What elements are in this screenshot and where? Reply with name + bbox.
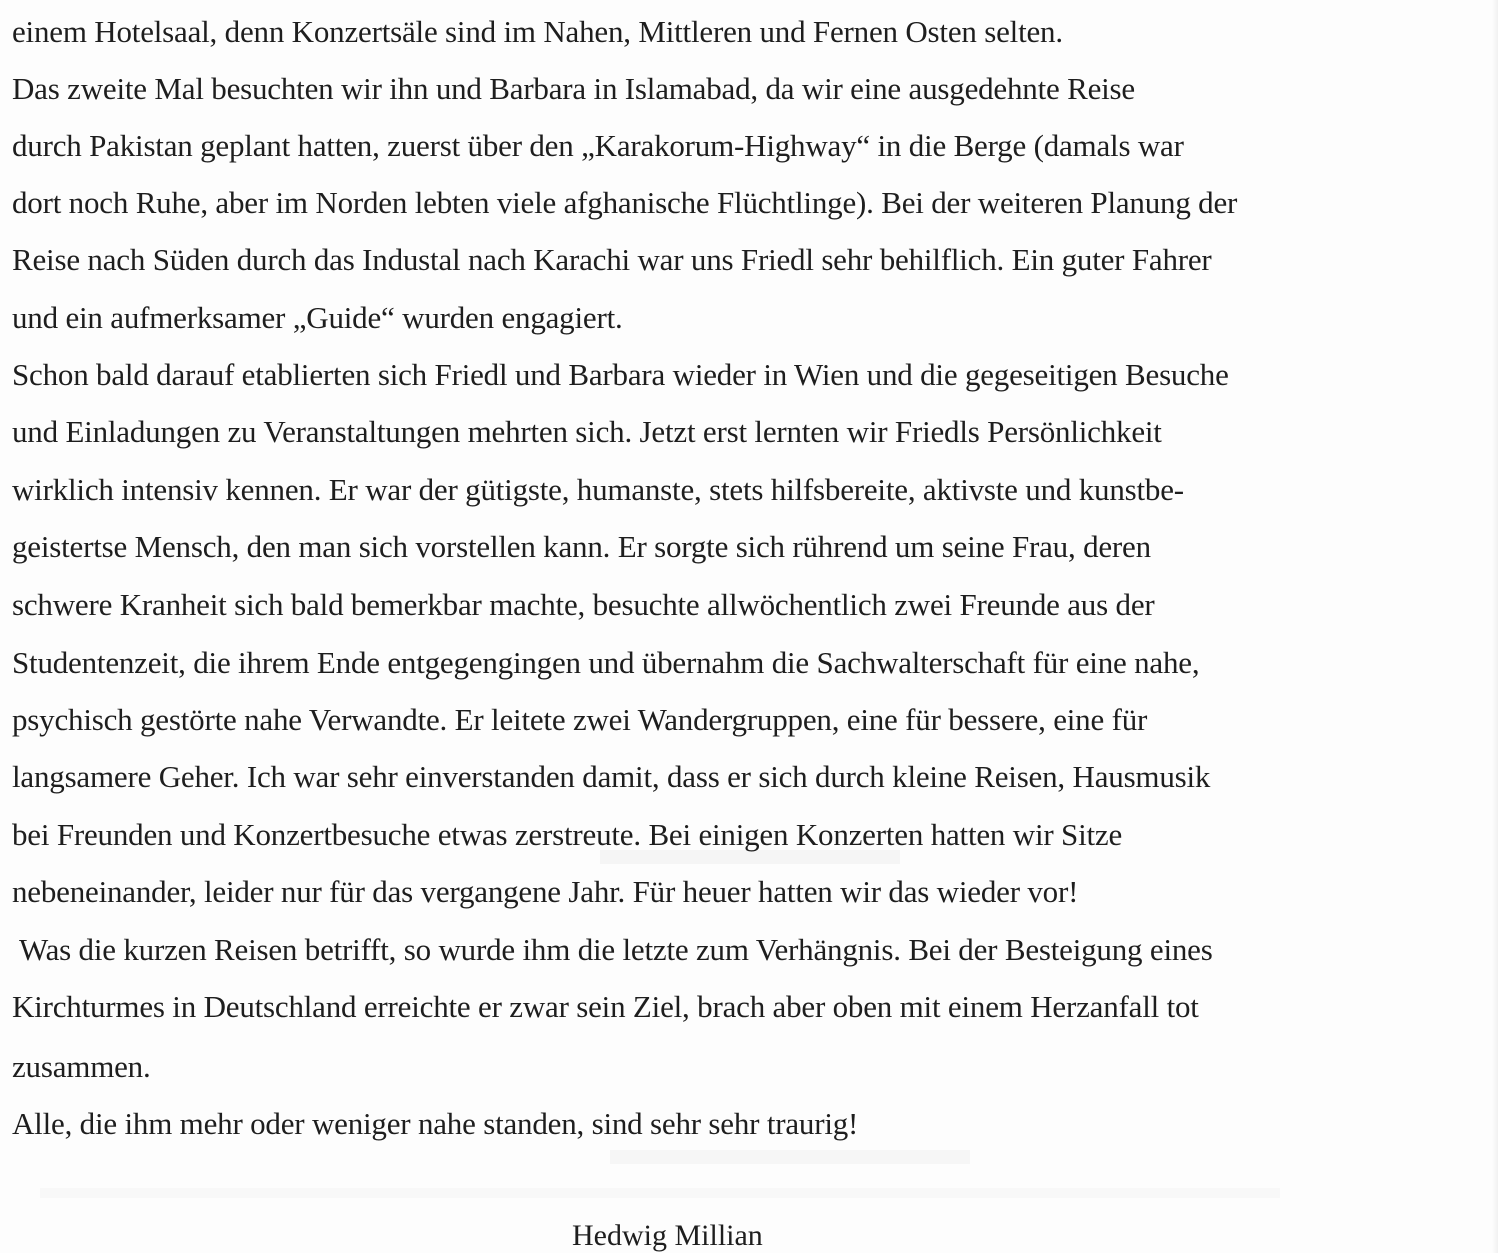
text-line: einem Hotelsaal, denn Konzertsäle sind im Nahen, Mittleren und Fernen Osten selten. — [12, 14, 1063, 49]
text-line: bei Freunden und Konzertbesuche etwas zerstreute. Bei einigen Konzerten hatten wir Sitze — [12, 817, 1123, 852]
text-line: langsamere Geher. Ich war sehr einverstanden damit, dass er sich durch kleine Reisen, Hausmusik — [12, 759, 1211, 794]
text-line: schwere Kranheit sich bald bemerkbar machte, besuchte allwöchentlich zwei Freunde aus der — [12, 587, 1155, 622]
text-line: geistertse Mensch, den man sich vorstellen kann. Er sorgte sich rührend um seine Frau, deren — [12, 529, 1151, 564]
show-through-smudge — [40, 1188, 1280, 1198]
text-line: und ein aufmerksamer „Guide“ wurden engagiert. — [12, 300, 623, 335]
text-line: dort noch Ruhe, aber im Norden lebten viele afghanische Flüchtlinge). Bei der weiteren Planung der — [12, 185, 1238, 220]
text-line: Schon bald darauf etablierten sich Friedl und Barbara wieder in Wien und die gegeseitigen Besuche — [12, 357, 1229, 392]
text-line: Was die kurzen Reisen betrifft, so wurde ihm die letzte zum Verhängnis. Bei der Besteigung eines — [12, 932, 1213, 967]
text-line: Das zweite Mal besuchten wir ihn und Barbara in Islamabad, da wir eine ausgedehnte Reise — [12, 71, 1135, 106]
text-line: wirklich intensiv kennen. Er war der gütigste, humanste, stets hilfsbereite, aktivste und kunstbe- — [12, 472, 1184, 507]
scan-edge — [1492, 0, 1498, 1253]
text-line: Kirchturmes in Deutschland erreichte er zwar sein Ziel, brach aber oben mit einem Herzanfall tot — [12, 989, 1199, 1024]
show-through-smudge — [610, 1150, 970, 1164]
text-line: Studentenzeit, die ihrem Ende entgegengingen und übernahm die Sachwalterschaft für eine nahe, — [12, 645, 1200, 680]
text-line: nebeneinander, leider nur für das vergangene Jahr. Für heuer hatten wir das wieder vor! — [12, 874, 1079, 909]
text-line: durch Pakistan geplant hatten, zuerst über den „Karakorum-Highway“ in die Berge (damals war — [12, 128, 1184, 163]
text-line: psychisch gestörte nahe Verwandte. Er leitete zwei Wandergruppen, eine für bessere, eine für — [12, 702, 1148, 737]
signature: Hedwig Millian — [572, 1219, 763, 1252]
text-line: und Einladungen zu Veranstaltungen mehrten sich. Jetzt erst lernten wir Friedls Persönlichkeit — [12, 414, 1162, 449]
text-line: Alle, die ihm mehr oder weniger nahe standen, sind sehr sehr traurig! — [12, 1106, 859, 1141]
text-line: Reise nach Süden durch das Industal nach Karachi war uns Friedl sehr behilflich. Ein guter Fahrer — [12, 242, 1212, 277]
text-line: zusammen. — [12, 1049, 151, 1084]
